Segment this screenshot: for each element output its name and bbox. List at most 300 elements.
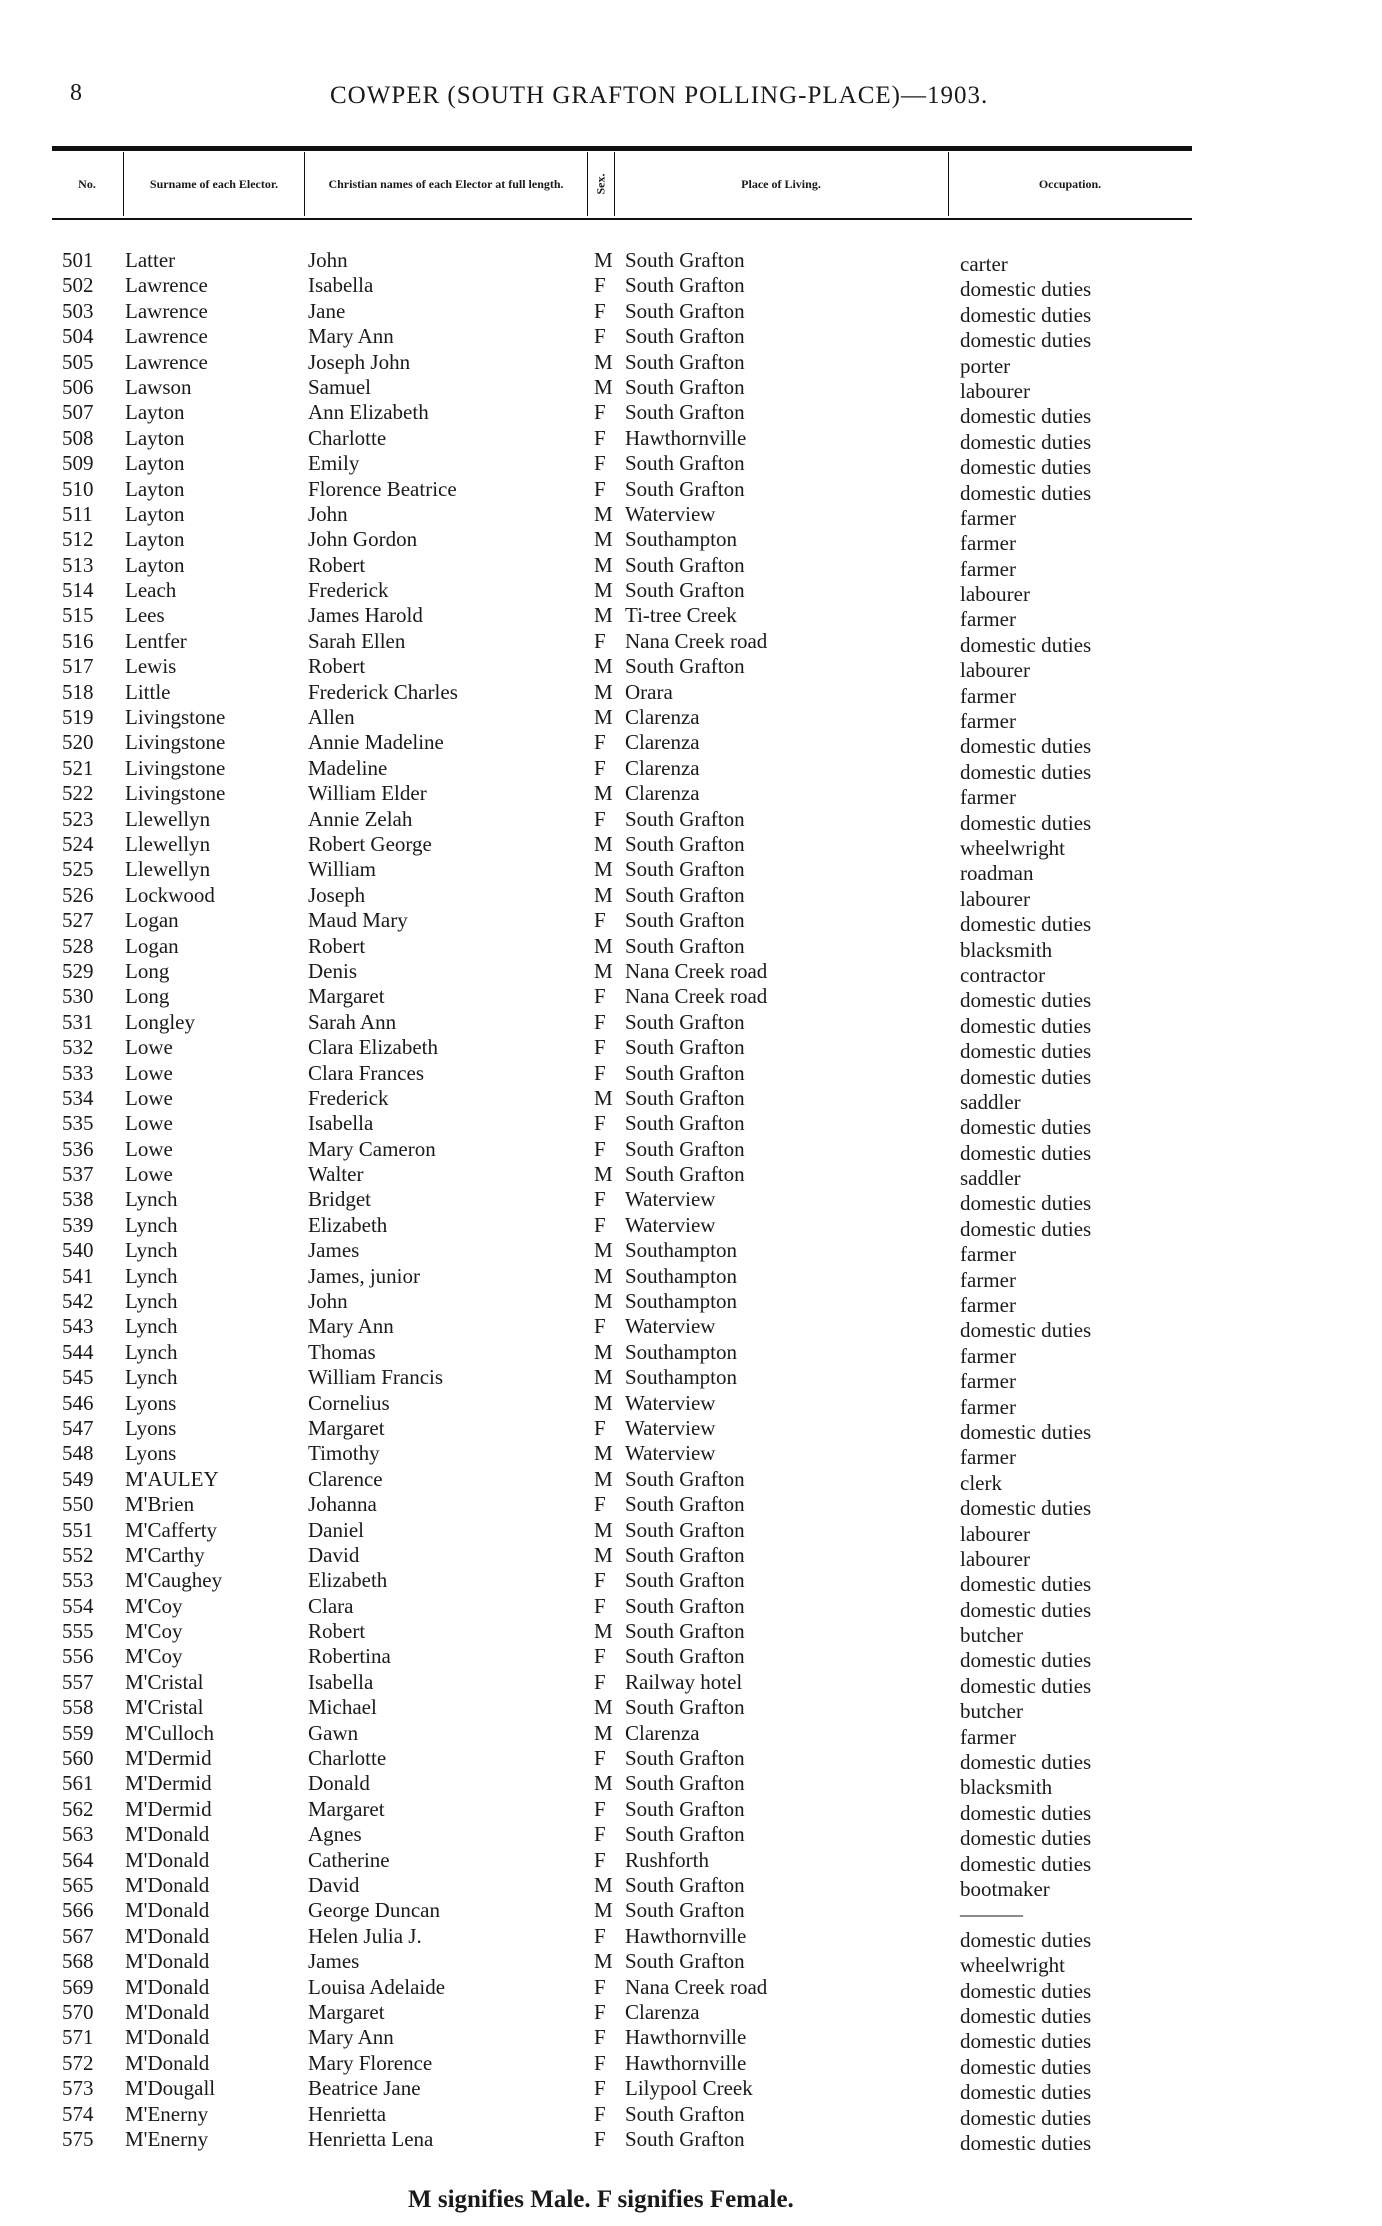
elector-surname: M'Donald: [125, 1949, 210, 1974]
elector-surname: Livingstone: [125, 730, 226, 755]
elector-sex: F: [594, 908, 606, 933]
elector-surname: M'Enerny: [125, 2101, 209, 2126]
elector-christian-names: Florence Beatrice: [308, 476, 457, 501]
elector-sex: M: [594, 1517, 613, 1542]
elector-sex: M: [594, 1339, 613, 1364]
elector-sex: F: [594, 2126, 606, 2151]
table-row: [0, 298, 1382, 327]
elector-sex: M: [594, 1720, 613, 1745]
elector-surname: Llewellyn: [125, 831, 211, 856]
elector-number: 509: [62, 451, 94, 476]
elector-christian-names: John: [308, 501, 348, 526]
elector-surname: Lockwood: [125, 882, 215, 907]
elector-number: 557: [62, 1669, 94, 1694]
elector-sex: F: [594, 273, 606, 298]
elector-sex: M: [594, 1695, 613, 1720]
elector-occupation: domestic duties: [960, 429, 1092, 454]
elector-place: Hawthornville: [625, 425, 747, 450]
table-row: [0, 1162, 1382, 1191]
elector-surname: Long: [125, 984, 170, 1009]
elector-occupation: domestic duties: [960, 1572, 1092, 1597]
elector-christian-names: William Elder: [308, 781, 427, 806]
table-row: [0, 806, 1382, 835]
table-row: [0, 933, 1382, 962]
elector-place: South Grafton: [625, 1542, 745, 1567]
elector-christian-names: Robert: [308, 933, 366, 958]
col-header-sex: [588, 152, 612, 216]
table-row: [0, 857, 1382, 886]
table-row: [0, 1619, 1382, 1648]
elector-surname: M'Carthy: [125, 1542, 205, 1567]
elector-surname: Lawrence: [125, 273, 208, 298]
page-title: COWPER (SOUTH GRAFTON POLLING-PLACE)—1903.: [330, 82, 989, 109]
elector-number: 569: [62, 1974, 94, 1999]
elector-occupation: ———: [960, 1902, 1023, 1927]
table-row: [0, 476, 1382, 505]
elector-surname: M'Donald: [125, 2025, 210, 2050]
table-row: [0, 1238, 1382, 1267]
elector-occupation: domestic duties: [960, 1597, 1092, 1622]
elector-sex: F: [594, 1060, 606, 1085]
elector-occupation: contractor: [960, 962, 1046, 987]
elector-number: 548: [62, 1441, 94, 1466]
elector-occupation: domestic duties: [960, 455, 1092, 480]
elector-number: 536: [62, 1136, 94, 1161]
elector-surname: Lewis: [125, 654, 177, 679]
elector-occupation: domestic duties: [960, 2080, 1092, 2105]
elector-surname: Lawson: [125, 374, 192, 399]
elector-surname: M'Enerny: [125, 2126, 209, 2151]
elector-surname: M'Donald: [125, 1923, 210, 1948]
elector-place: Nana Creek road: [625, 958, 768, 983]
elector-occupation: domestic duties: [960, 1013, 1092, 1038]
elector-place: South Grafton: [625, 1085, 745, 1110]
elector-number: 510: [62, 476, 94, 501]
elector-sex: F: [594, 1136, 606, 1161]
elector-surname: Leach: [125, 578, 177, 603]
table-row: [0, 1542, 1382, 1571]
elector-number: 529: [62, 958, 94, 983]
elector-place: Hawthornville: [625, 2025, 747, 2050]
table-row: [0, 1746, 1382, 1775]
elector-sex: M: [594, 705, 613, 730]
elector-sex: M: [594, 349, 613, 374]
elector-place: South Grafton: [625, 1009, 745, 1034]
table-row: [0, 248, 1382, 276]
elector-sex: M: [594, 1542, 613, 1567]
elector-surname: M'Coy: [125, 1619, 183, 1644]
elector-place: Waterview: [625, 501, 716, 526]
elector-occupation: farmer: [960, 505, 1016, 530]
elector-place: South Grafton: [625, 1568, 745, 1593]
elector-occupation: domestic duties: [960, 2105, 1092, 2130]
elector-christian-names: Joseph: [308, 882, 366, 907]
elector-surname: Layton: [125, 501, 185, 526]
elector-occupation: farmer: [960, 1242, 1016, 1267]
elector-occupation: domestic duties: [960, 1191, 1092, 1216]
elector-surname: Lawrence: [125, 324, 208, 349]
elector-christian-names: Denis: [308, 958, 357, 983]
elector-surname: Lowe: [125, 1060, 173, 1085]
elector-place: South Grafton: [625, 248, 745, 272]
elector-surname: Lynch: [125, 1238, 178, 1263]
elector-place: South Grafton: [625, 1035, 745, 1060]
elector-sex: M: [594, 1771, 613, 1796]
elector-christian-names: Robert: [308, 1619, 366, 1644]
table-row: [0, 2101, 1382, 2130]
elector-christian-names: Sarah Ellen: [308, 628, 406, 653]
elector-christian-names: Isabella: [308, 1669, 374, 1694]
elector-occupation: domestic duties: [960, 632, 1092, 657]
elector-occupation: domestic duties: [960, 2054, 1092, 2079]
elector-christian-names: Mary Ann: [308, 2025, 394, 2050]
elector-sex: F: [594, 1644, 606, 1669]
table-row: [0, 730, 1382, 759]
elector-place: South Grafton: [625, 1695, 745, 1720]
elector-surname: M'Caughey: [125, 1568, 223, 1593]
table-row: [0, 2076, 1382, 2105]
elector-surname: Livingstone: [125, 781, 226, 806]
elector-christian-names: Daniel: [308, 1517, 364, 1542]
elector-place: South Grafton: [625, 1873, 745, 1897]
elector-occupation: domestic duties: [960, 810, 1092, 835]
elector-surname: M'Cristal: [125, 1695, 204, 1720]
elector-sex: F: [594, 2025, 606, 2050]
elector-place: Clarenza: [625, 705, 700, 730]
elector-surname: Lowe: [125, 1136, 173, 1161]
elector-place: Southampton: [625, 1365, 738, 1390]
table-row: [0, 425, 1382, 454]
elector-sex: M: [594, 1365, 613, 1390]
elector-occupation: domestic duties: [960, 759, 1092, 784]
table-row: [0, 1035, 1382, 1064]
table-row: [0, 1492, 1382, 1521]
table-row: [0, 2050, 1382, 2079]
elector-sex: F: [594, 298, 606, 323]
elector-sex: M: [594, 1263, 613, 1288]
elector-place: Waterview: [625, 1390, 716, 1415]
sex-legend: M signifies Male. F signifies Female.: [408, 2186, 794, 2213]
table-row: [0, 1263, 1382, 1292]
elector-christian-names: Frederick: [308, 578, 389, 603]
elector-christian-names: James: [308, 1238, 360, 1263]
elector-sex: F: [594, 1999, 606, 2024]
elector-christian-names: Samuel: [308, 374, 371, 399]
elector-number: 571: [62, 2025, 94, 2050]
elector-number: 558: [62, 1695, 94, 1720]
elector-surname: M'Donald: [125, 1898, 210, 1923]
elector-number: 518: [62, 679, 94, 704]
elector-christian-names: Mary Ann: [308, 1314, 394, 1339]
elector-occupation: domestic duties: [960, 1750, 1092, 1775]
elector-number: 551: [62, 1517, 94, 1542]
elector-place: South Grafton: [625, 1593, 745, 1618]
elector-number: 521: [62, 755, 94, 780]
elector-christian-names: Frederick Charles: [308, 679, 458, 704]
elector-surname: Lynch: [125, 1365, 178, 1390]
elector-place: Southampton: [625, 527, 738, 552]
table-row: [0, 2025, 1382, 2054]
elector-number: 544: [62, 1339, 94, 1364]
table-row: [0, 603, 1382, 632]
elector-place: South Grafton: [625, 882, 745, 907]
elector-surname: Lees: [125, 603, 165, 628]
elector-sex: M: [594, 501, 613, 526]
elector-sex: F: [594, 425, 606, 450]
elector-sex: M: [594, 248, 613, 272]
elector-place: South Grafton: [625, 324, 745, 349]
elector-surname: M'Dermid: [125, 1796, 212, 1821]
elector-number: 522: [62, 781, 94, 806]
elector-surname: M'Dermid: [125, 1746, 212, 1771]
elector-occupation: farmer: [960, 683, 1016, 708]
elector-place: Southampton: [625, 1263, 738, 1288]
elector-number: 546: [62, 1390, 94, 1415]
elector-number: 565: [62, 1873, 94, 1897]
elector-place: South Grafton: [625, 654, 745, 679]
elector-surname: M'Coy: [125, 1644, 183, 1669]
elector-christian-names: Michael: [308, 1695, 377, 1720]
elector-christian-names: John: [308, 1289, 348, 1314]
elector-place: South Grafton: [625, 1746, 745, 1771]
elector-place: Ti-tree Creek: [625, 603, 737, 628]
elector-sex: F: [594, 400, 606, 425]
table-row: [0, 882, 1382, 911]
elector-christian-names: Elizabeth: [308, 1568, 388, 1593]
elector-occupation: blacksmith: [960, 1775, 1053, 1800]
elector-surname: Llewellyn: [125, 857, 211, 882]
elector-surname: M'AULEY: [125, 1466, 219, 1491]
elector-christian-names: Margaret: [308, 1796, 385, 1821]
elector-occupation: domestic duties: [960, 1216, 1092, 1241]
elector-christian-names: Beatrice Jane: [308, 2076, 421, 2101]
elector-place: South Grafton: [625, 451, 745, 476]
table-row: [0, 1009, 1382, 1038]
elector-occupation: farmer: [960, 531, 1016, 556]
elector-number: 533: [62, 1060, 94, 1085]
elector-sex: M: [594, 1441, 613, 1466]
elector-sex: F: [594, 1492, 606, 1517]
elector-number: 568: [62, 1949, 94, 1974]
elector-christian-names: David: [308, 1873, 360, 1897]
elector-surname: Layton: [125, 425, 185, 450]
elector-number: 504: [62, 324, 94, 349]
table-row: [0, 1212, 1382, 1241]
elector-sex: F: [594, 1593, 606, 1618]
elector-christian-names: George Duncan: [308, 1898, 440, 1923]
elector-place: Nana Creek road: [625, 1974, 768, 1999]
elector-number: 567: [62, 1923, 94, 1948]
elector-occupation: domestic duties: [960, 480, 1092, 505]
elector-sex: F: [594, 1212, 606, 1237]
table-row: [0, 374, 1382, 403]
table-row: [0, 628, 1382, 657]
elector-surname: Lawrence: [125, 349, 208, 374]
elector-occupation: wheelwright: [960, 1953, 1065, 1978]
elector-place: South Grafton: [625, 400, 745, 425]
elector-surname: M'Donald: [125, 2050, 210, 2075]
elector-surname: Layton: [125, 476, 185, 501]
table-row: [0, 679, 1382, 708]
elector-place: Waterview: [625, 1314, 716, 1339]
elector-surname: Lynch: [125, 1263, 178, 1288]
elector-place: South Grafton: [625, 857, 745, 882]
elector-surname: Lowe: [125, 1162, 173, 1187]
elector-surname: Lynch: [125, 1339, 178, 1364]
elector-number: 542: [62, 1289, 94, 1314]
elector-place: Nana Creek road: [625, 984, 768, 1009]
elector-number: 575: [62, 2126, 94, 2151]
elector-christian-names: Robert: [308, 654, 366, 679]
col-header-sex-label: Sex.: [593, 173, 607, 195]
elector-surname: Little: [125, 679, 171, 704]
elector-place: Nana Creek road: [625, 628, 768, 653]
elector-occupation: farmer: [960, 1724, 1016, 1749]
table-row: [0, 1669, 1382, 1698]
col-header-christian: Christian names of each Elector at full length.: [328, 177, 564, 191]
elector-place: South Grafton: [625, 831, 745, 856]
elector-surname: Layton: [125, 400, 185, 425]
elector-surname: Lyons: [125, 1441, 177, 1466]
elector-surname: M'Brien: [125, 1492, 195, 1517]
elector-occupation: domestic duties: [960, 2130, 1092, 2155]
elector-occupation: farmer: [960, 785, 1016, 810]
elector-number: 526: [62, 882, 94, 907]
elector-number: 520: [62, 730, 94, 755]
elector-number: 535: [62, 1111, 94, 1136]
elector-occupation: domestic duties: [960, 2029, 1092, 2054]
elector-number: 563: [62, 1822, 94, 1847]
elector-number: 564: [62, 1847, 94, 1872]
elector-number: 523: [62, 806, 94, 831]
elector-number: 515: [62, 603, 94, 628]
elector-occupation: domestic duties: [960, 1115, 1092, 1140]
elector-number: 562: [62, 1796, 94, 1821]
table-row: [0, 831, 1382, 860]
elector-christian-names: Clarence: [308, 1466, 383, 1491]
elector-number: 537: [62, 1162, 94, 1187]
elector-sex: M: [594, 552, 613, 577]
elector-place: South Grafton: [625, 806, 745, 831]
col-header-surname: Surname of each Elector.: [149, 177, 279, 191]
elector-christian-names: Mary Ann: [308, 324, 394, 349]
elector-occupation: domestic duties: [960, 1927, 1092, 1952]
elector-surname: M'Cristal: [125, 1669, 204, 1694]
elector-number: 561: [62, 1771, 94, 1796]
elector-number: 531: [62, 1009, 94, 1034]
elector-christian-names: James Harold: [308, 603, 423, 628]
elector-christian-names: Louisa Adelaide: [308, 1974, 446, 1999]
elector-place: Waterview: [625, 1415, 716, 1440]
elector-place: South Grafton: [625, 2101, 745, 2126]
elector-sex: F: [594, 324, 606, 349]
elector-number: 519: [62, 705, 94, 730]
elector-christian-names: Margaret: [308, 1415, 385, 1440]
elector-number: 505: [62, 349, 94, 374]
elector-occupation: domestic duties: [960, 1800, 1092, 1825]
elector-christian-names: Catherine: [308, 1847, 390, 1872]
elector-surname: Layton: [125, 552, 185, 577]
elector-number: 514: [62, 578, 94, 603]
header-bottom-rule: [52, 218, 1192, 220]
elector-sex: M: [594, 1949, 613, 1974]
elector-christian-names: William Francis: [308, 1365, 444, 1390]
elector-occupation: domestic duties: [960, 912, 1092, 937]
elector-surname: Lowe: [125, 1111, 173, 1136]
elector-sex: F: [594, 451, 606, 476]
elector-christian-names: David: [308, 1542, 360, 1567]
elector-occupation: farmer: [960, 1343, 1016, 1368]
elector-place: Hawthornville: [625, 1923, 747, 1948]
elector-number: 540: [62, 1238, 94, 1263]
elector-surname: M'Donald: [125, 1974, 210, 1999]
elector-christian-names: Sarah Ann: [308, 1009, 397, 1034]
elector-surname: Lentfer: [125, 628, 187, 653]
elector-sex: F: [594, 755, 606, 780]
elector-sex: M: [594, 1162, 613, 1187]
table-row: [0, 908, 1382, 937]
elector-surname: Long: [125, 958, 170, 983]
elector-place: South Grafton: [625, 1796, 745, 1821]
col-divider: [123, 152, 124, 216]
elector-occupation: farmer: [960, 1369, 1016, 1394]
elector-christian-names: Jane: [308, 298, 346, 323]
table-row: [0, 1060, 1382, 1089]
elector-christian-names: Walter: [308, 1162, 364, 1187]
elector-sex: M: [594, 1390, 613, 1415]
elector-occupation: wheelwright: [960, 835, 1065, 860]
elector-number: 554: [62, 1593, 94, 1618]
table-row: [0, 1695, 1382, 1724]
elector-sex: M: [594, 882, 613, 907]
elector-surname: Layton: [125, 451, 185, 476]
elector-place: Clarenza: [625, 755, 700, 780]
elector-number: 516: [62, 628, 94, 653]
elector-number: 556: [62, 1644, 94, 1669]
elector-sex: F: [594, 984, 606, 1009]
elector-occupation: carter: [960, 252, 1008, 276]
elector-occupation: labourer: [960, 886, 1030, 911]
table-row: [0, 2126, 1382, 2155]
elector-occupation: labourer: [960, 658, 1030, 683]
elector-occupation: labourer: [960, 1521, 1030, 1546]
elector-number: 543: [62, 1314, 94, 1339]
elector-surname: Logan: [125, 908, 179, 933]
table-row: [0, 1415, 1382, 1444]
table-row: [0, 1136, 1382, 1165]
elector-sex: F: [594, 1796, 606, 1821]
elector-place: South Grafton: [625, 1517, 745, 1542]
elector-sex: F: [594, 1415, 606, 1440]
elector-sex: M: [594, 1466, 613, 1491]
elector-number: 517: [62, 654, 94, 679]
elector-sex: M: [594, 781, 613, 806]
elector-occupation: butcher: [960, 1699, 1023, 1724]
elector-number: 512: [62, 527, 94, 552]
table-row: [0, 1873, 1382, 1901]
elector-number: 525: [62, 857, 94, 882]
table-row: [0, 705, 1382, 734]
elector-number: 560: [62, 1746, 94, 1771]
col-divider: [304, 152, 305, 216]
elector-christian-names: Robertina: [308, 1644, 391, 1669]
elector-sex: F: [594, 476, 606, 501]
elector-place: Waterview: [625, 1187, 716, 1212]
elector-christian-names: Donald: [308, 1771, 370, 1796]
elector-number: 552: [62, 1542, 94, 1567]
page-number: 8: [70, 80, 82, 106]
elector-christian-names: Henrietta: [308, 2101, 387, 2126]
